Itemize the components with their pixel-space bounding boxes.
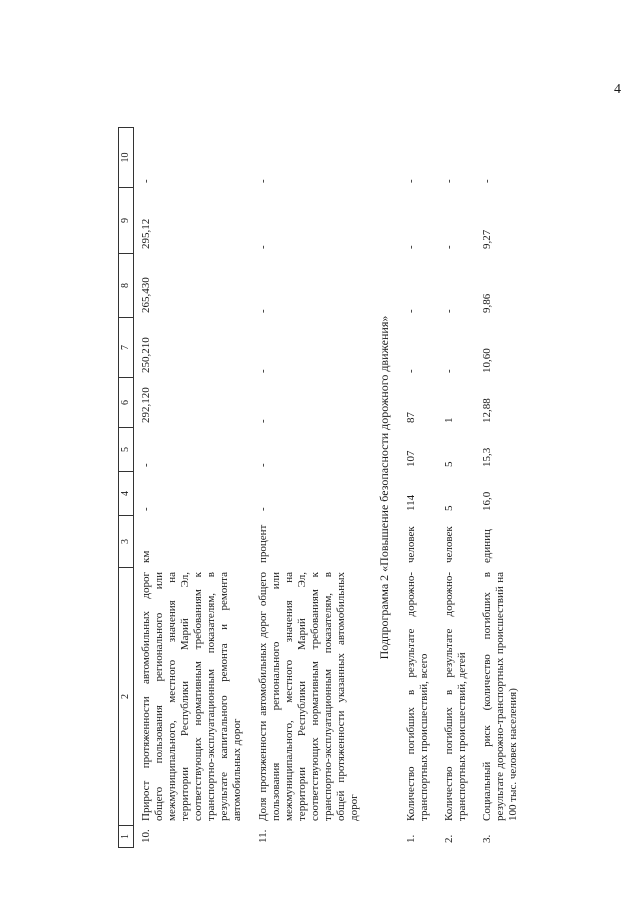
value-col-9: - — [443, 245, 456, 249]
table-row — [399, 128, 437, 848]
value-col-9: 295,12 — [139, 218, 152, 249]
subprogram-row — [367, 128, 399, 848]
row-number: 11. — [257, 829, 270, 843]
value-col-4: 16,0 — [481, 491, 494, 511]
value-col-5: - — [139, 463, 152, 467]
row-number: 10. — [139, 829, 152, 843]
indicator-name: Социальный риск (количество погибших в результате дорожно-транспортных происшествий на 100 тыс. человек населения) — [481, 572, 520, 821]
value-col-7: - — [405, 369, 418, 373]
value-col-5: 15,3 — [481, 447, 494, 467]
value-col-9: - — [405, 245, 418, 249]
header-col-2: 2 — [119, 568, 134, 826]
value-col-4: 5 — [443, 505, 456, 511]
table-row — [251, 128, 367, 848]
value-col-8: - — [257, 309, 270, 313]
unit: единиц — [481, 529, 494, 563]
table-header-row — [119, 128, 134, 848]
header-col-3: 3 — [119, 516, 134, 568]
header-col-10: 10 — [119, 128, 134, 188]
value-col-5: - — [257, 463, 270, 467]
header-col-8: 8 — [119, 254, 134, 318]
table-row — [475, 128, 526, 848]
page-number: 4 — [614, 82, 621, 97]
table-row — [437, 128, 475, 848]
value-col-7: - — [443, 369, 456, 373]
unit: процент — [257, 524, 270, 563]
header-col-5: 5 — [119, 428, 134, 472]
header-col-7: 7 — [119, 318, 134, 378]
value-col-10: - — [257, 179, 270, 183]
header-col-6: 6 — [119, 378, 134, 428]
value-col-4: - — [257, 507, 270, 511]
unit: км — [139, 550, 152, 563]
value-col-6: 1 — [443, 417, 456, 423]
value-col-7: 10,60 — [481, 348, 494, 373]
rotated-content — [118, 128, 618, 848]
value-col-4: - — [139, 507, 152, 511]
value-col-7: 250,210 — [139, 337, 152, 373]
indicator-name: Прирост протяженности автомобильных дорог общего пользования регионального или межмуниципального, местного значения на территории Республики Марий Эл, соответствующих нормативным требованиям к транспортно-эксплуатационным показателям, в результате капитального ремонта и ремонта автомобильных дорог — [139, 572, 243, 821]
indicator-name: Количество погибших в результате дорожно-транспортных происшествий, детей — [443, 572, 469, 821]
subprogram-title: Подпрограмма 2 «Повышение безопасности дорожного движения» — [377, 315, 392, 660]
header-col-1: 1 — [119, 826, 134, 848]
value-col-9: - — [257, 245, 270, 249]
indicator-name: Доля протяженности автомобильных дорог общего пользования регионального или межмуниципального, местного значения на территории Республики Марий Эл, соответствующих нормативным требованиям к транспортно-эксплуатационным показателям, в общей протяженности указанных автомобильных дорог — [257, 572, 361, 821]
unit: человек — [405, 526, 418, 563]
value-col-10: - — [481, 179, 494, 183]
value-col-5: 5 — [443, 461, 456, 467]
value-col-9: 9,27 — [481, 229, 494, 249]
row-number: 1. — [405, 834, 418, 843]
value-col-10: - — [443, 179, 456, 183]
indicators-table — [118, 127, 526, 848]
indicator-name: Количество погибших в результате дорожно-транспортных происшествий, всего — [405, 572, 431, 821]
value-col-8: - — [405, 309, 418, 313]
value-col-5: 107 — [405, 450, 418, 467]
value-col-7: - — [257, 369, 270, 373]
value-col-10: - — [405, 179, 418, 183]
value-col-6: 87 — [405, 412, 418, 423]
unit: человек — [443, 526, 456, 563]
row-number: 3. — [481, 834, 494, 843]
value-col-8: - — [443, 309, 456, 313]
value-col-10: - — [139, 179, 152, 183]
row-number: 2. — [443, 834, 456, 843]
value-col-6: 12,88 — [481, 398, 494, 423]
header-col-9: 9 — [119, 188, 134, 254]
value-col-8: 265,430 — [139, 277, 152, 313]
header-col-4: 4 — [119, 472, 134, 516]
value-col-8: 9,86 — [481, 293, 494, 313]
value-col-4: 114 — [405, 494, 418, 511]
value-col-6: - — [257, 419, 270, 423]
table-row — [133, 128, 251, 848]
value-col-6: 292,120 — [139, 387, 152, 423]
